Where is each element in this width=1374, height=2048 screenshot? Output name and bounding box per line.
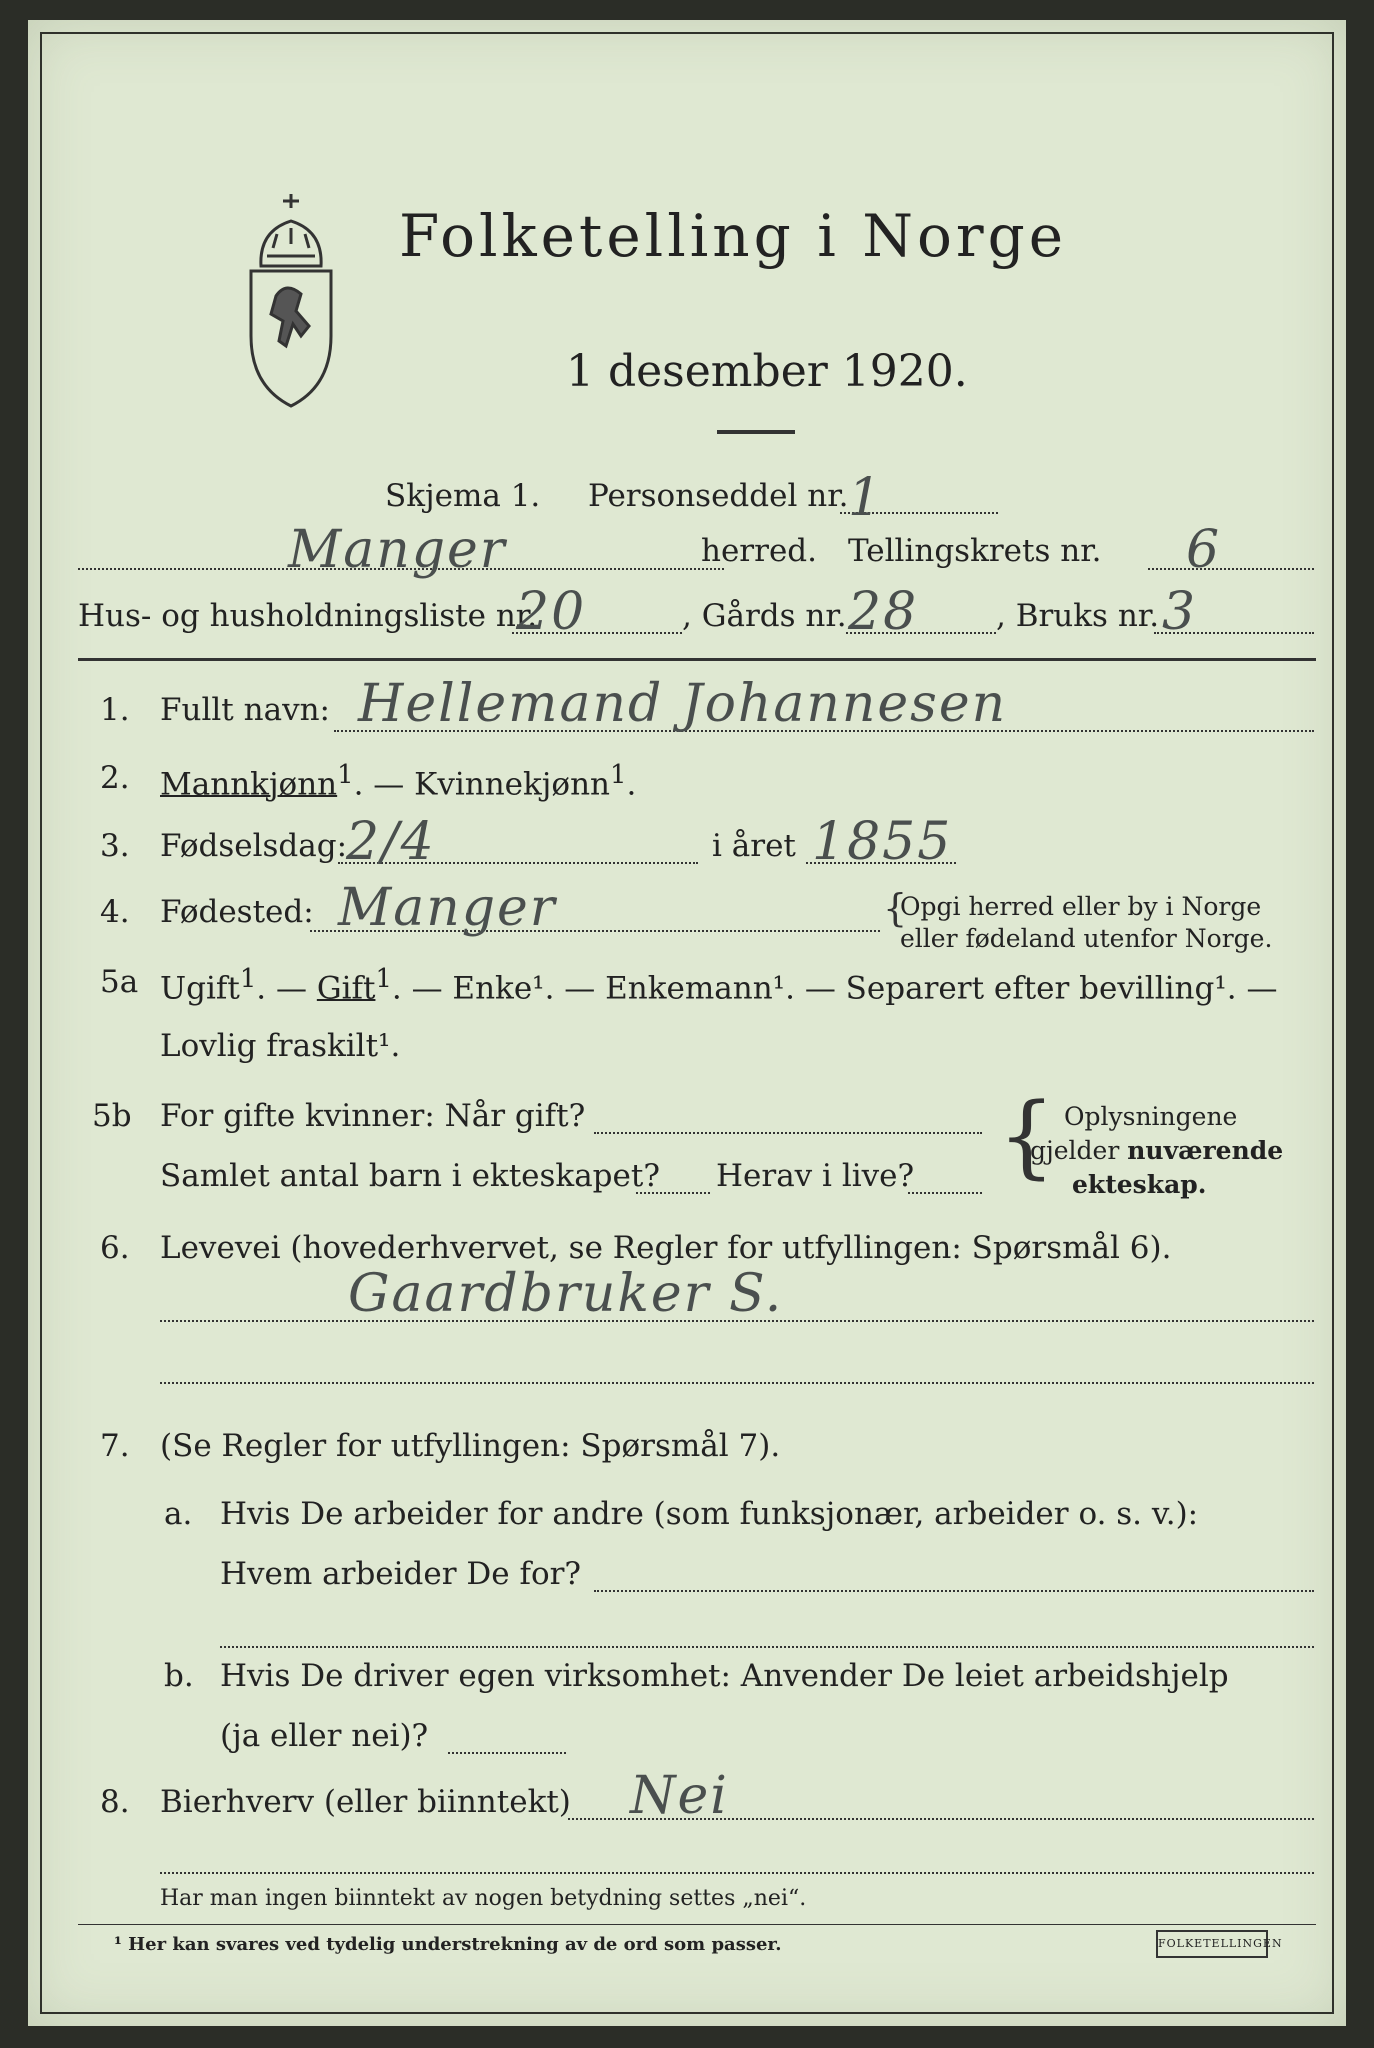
unmarried-option[interactable]: Ugift [160, 970, 240, 1007]
q7-number: 7. [100, 1428, 130, 1464]
side-income-field-line-2 [160, 1872, 1314, 1874]
personseddel-value[interactable]: 1 [848, 468, 884, 528]
sex-options-end: . [626, 766, 637, 803]
census-date: 1 desember 1920. [566, 346, 968, 397]
occupation-field-line-2 [160, 1382, 1314, 1384]
q3-number: 3. [100, 828, 130, 864]
occupation-label: Levevei (hovederhvervet, se Regler for utfyllingen: Spørsmål 6). [160, 1230, 1172, 1266]
marriage-note-line2 [1030, 1136, 1283, 1165]
title-divider [717, 430, 795, 434]
sex-options [160, 760, 636, 802]
tellingskrets-label: Tellingskrets nr. [848, 533, 1102, 569]
archive-stamp: FOLKETELLINGEN [1156, 1930, 1268, 1958]
gards-label: , Gårds nr. [682, 598, 847, 634]
divorced-option[interactable]: Lovlig fraskilt¹. [160, 1028, 401, 1064]
personseddel-label: Personseddel nr. [588, 478, 849, 514]
no-income-note: Har man ingen biinntekt av nogen betydning settes „nei“. [160, 1886, 807, 1911]
side-income-label: Bierhverv (eller biinntekt) [160, 1784, 571, 1820]
birthplace-value[interactable]: Manger [338, 878, 557, 938]
male-option[interactable]: Mannkjønn [160, 766, 338, 803]
tellingskrets-value[interactable]: 6 [1186, 520, 1222, 580]
married-option[interactable]: Gift [316, 970, 376, 1007]
children-alive-label: Herav i live? [716, 1158, 915, 1194]
marriage-note-line1: Oplysningene [1064, 1102, 1238, 1131]
herred-value[interactable]: Manger [288, 520, 507, 580]
footnote: ¹ Her kan svares ved tydelig understrekning av de ord som passer. [114, 1934, 782, 1955]
marital-options [160, 964, 1277, 1006]
birth-year-label: i året [712, 828, 796, 864]
husliste-label: Hus- og husholdningsliste nr. [78, 598, 538, 634]
footnote-marker: 1 [375, 964, 392, 994]
other-marital-options[interactable]: . — Enke¹. — Enkemann¹. — Separert efter bevilling¹. — [391, 970, 1278, 1007]
coat-of-arms-icon [231, 186, 351, 416]
full-name-value[interactable]: Hellemand Johannesen [358, 674, 1008, 734]
q1-number: 1. [100, 692, 130, 728]
married-when-field-line [594, 1132, 982, 1134]
skjema-label: Skjema 1. [385, 478, 541, 514]
herred-label: herred. [701, 533, 817, 569]
q7a-letter: a. [164, 1496, 193, 1532]
employer-label: Hvem arbeider De for? [220, 1556, 582, 1592]
married-when-label: For gifte kvinner: Når gift? [160, 1098, 586, 1134]
female-option[interactable]: . — Kvinnekjønn [353, 766, 611, 803]
census-form-page [28, 20, 1346, 2026]
form-title: Folketelling i Norge [399, 202, 1068, 270]
q7b-letter: b. [164, 1658, 194, 1694]
footer-divider [78, 1924, 1316, 1925]
hired-help-field-line [448, 1752, 566, 1754]
brace-icon: { [998, 1084, 1056, 1189]
q6-number: 6. [100, 1230, 130, 1266]
q7-label: (Se Regler for utfyllingen: Spørsmål 7). [160, 1428, 781, 1464]
birthplace-note-line1: Opgi herred eller by i Norge [900, 892, 1262, 921]
birthday-value[interactable]: 2/4 [346, 812, 436, 872]
hired-help-label: (ja eller nei)? [220, 1718, 429, 1754]
side-income-value[interactable]: Nei [630, 1766, 729, 1826]
bruks-label: , Bruks nr. [996, 598, 1160, 634]
birthplace-note-line2: eller fødeland utenfor Norge. [900, 924, 1273, 953]
footnote-marker: 1 [610, 760, 627, 790]
marriage-note-line2a: gjelder [1030, 1136, 1128, 1165]
tellingskrets-field-line [1148, 568, 1314, 570]
q5a-number: 5a [100, 964, 139, 1000]
q7b-question: Hvis De driver egen virksomhet: Anvender De leiet arbeidshjelp [220, 1658, 1229, 1694]
children-total-field-line [636, 1192, 710, 1194]
bruks-value[interactable]: 3 [1162, 582, 1198, 642]
birthplace-label: Fødested: [160, 894, 314, 930]
q5b-number: 5b [92, 1098, 132, 1134]
gards-value[interactable]: 28 [848, 582, 919, 642]
employer-field-line [594, 1590, 1314, 1592]
footnote-marker: 1 [239, 964, 257, 994]
header-divider [78, 658, 1316, 661]
birth-year-value[interactable]: 1855 [812, 812, 953, 872]
marriage-note-line2b: nuværende [1127, 1136, 1284, 1165]
occupation-value[interactable]: Gaardbruker S. [348, 1264, 784, 1324]
q8-number: 8. [100, 1784, 130, 1820]
q2-number: 2. [100, 760, 130, 796]
q7a-question: Hvis De arbeider for andre (som funksjonær, arbeider o. s. v.): [220, 1496, 1199, 1532]
children-alive-field-line [908, 1192, 982, 1194]
husliste-value[interactable]: 20 [516, 582, 587, 642]
children-total-label: Samlet antal barn i ekteskapet? [160, 1158, 660, 1194]
employer-field-line-2 [220, 1646, 1314, 1648]
full-name-label: Fullt navn: [160, 692, 330, 728]
q4-number: 4. [100, 894, 130, 930]
marriage-note-line3: ekteskap. [1072, 1170, 1207, 1199]
separator: . — [256, 970, 317, 1007]
brace-icon: { [883, 886, 908, 930]
birthday-label: Fødselsdag: [160, 828, 348, 864]
footnote-marker: 1 [337, 760, 354, 790]
